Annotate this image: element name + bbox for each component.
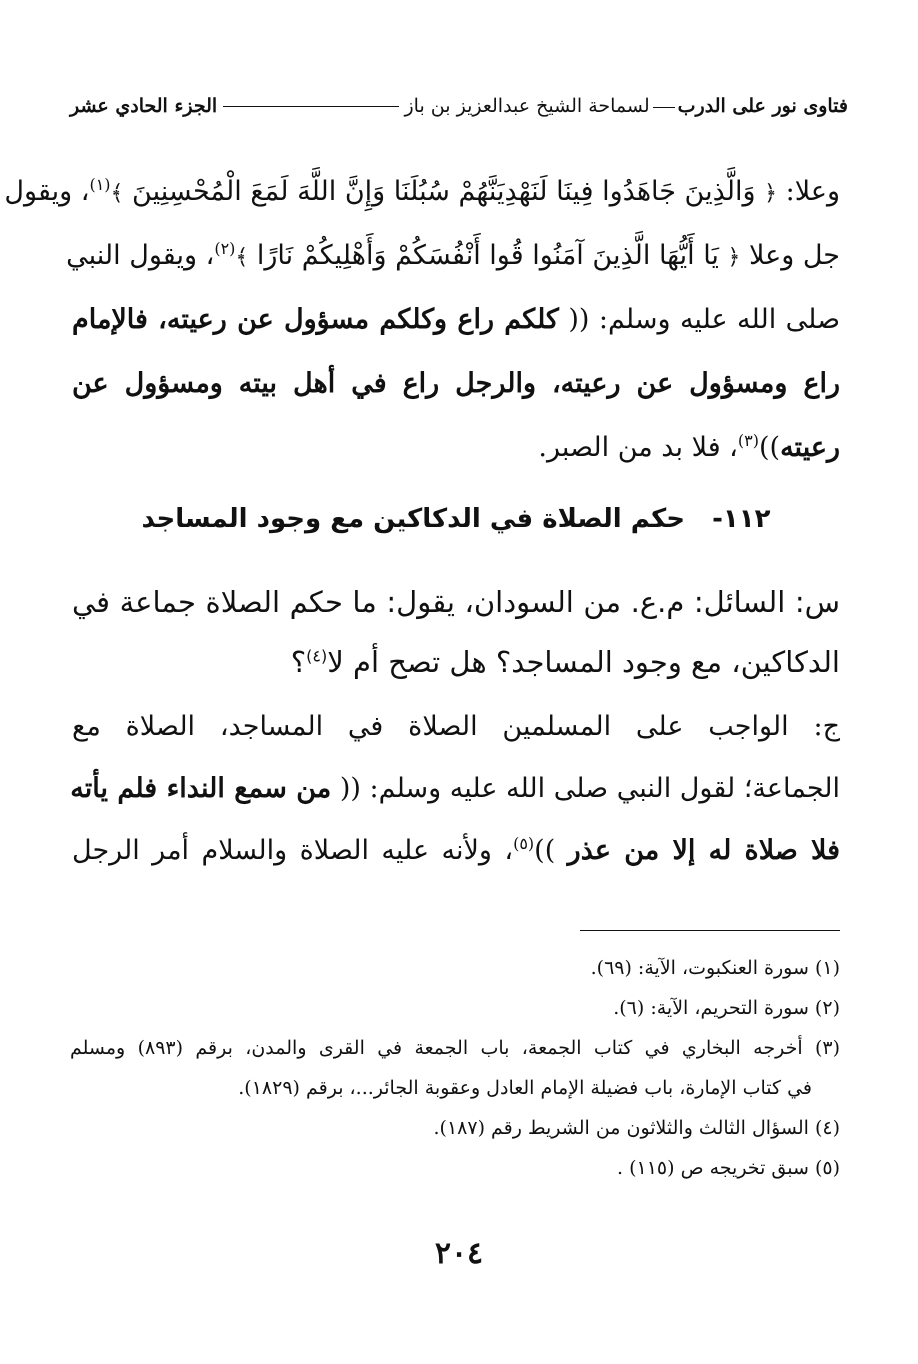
header-volume: الجزء الحادي عشر [70,95,218,117]
body-text: صلى الله عليه وسلم: (( [558,304,840,335]
answer-text: ، ولأنه عليه الصلاة والسلام أمر الرجل [72,835,514,866]
header-rule [223,106,398,107]
body-paragraph [4,160,840,480]
header-author: لسماحة الشيخ عبدالعزيز بن باز [404,95,650,117]
body-text: )) [759,432,781,463]
footnote-ref: (٥) [513,834,535,853]
question-mark: ؟ [290,645,307,679]
body-line-3 [72,288,840,352]
body-text: ، ويقول النبي [66,240,215,271]
answer-text: الجماعة؛ لقول النبي صلى الله عليه وسلم: (( [331,773,840,804]
section-number: ١١٢- [712,504,771,534]
hadith-text: كلكم راع وكلكم مسؤول عن رعيته، فالإمام [72,304,559,335]
body-text: ، فلا بد من الصبر. [538,432,738,463]
body-line-1 [4,160,840,224]
answer-text: )) [534,835,568,866]
footnotes [70,948,840,1188]
question-block [72,572,840,692]
header-left [405,95,849,117]
answer-line-1: ج: الواجب على المسلمين الصلاة في المساجد، الصلاة مع [72,711,840,742]
running-header [70,88,848,124]
footnote-2: (٢) سورة التحريم، الآية: (٦). [613,997,840,1019]
hadith-text: فلا صلاة له إلا من عذر [567,835,841,866]
footnote-3: (٣) أخرجه البخاري في كتاب الجمعة، باب الجمعة في القرى والمدن، برقم (٨٩٣) ومسلم [70,1037,841,1059]
quran-verse: يَا أَيُّهَا الَّذِينَ آمَنُوا قُوا أَنْفُسَكُمْ وَأَهْلِيكُمْ نَارًا [256,240,719,271]
quran-bracket-close: ﴾ [235,245,249,270]
header-book-title: فتاوى نور على الدرب [677,95,848,117]
answer-block [72,696,840,882]
hadith-text: من سمع النداء فلم يأته [70,773,332,804]
body-text: ، ويقول [4,176,90,207]
footnote-ref: (٤) [306,646,328,666]
quran-bracket-close: ﴾ [110,181,124,206]
body-text: جل وعلا [740,240,840,271]
quran-verse: وَالَّذِينَ جَاهَدُوا فِينَا لَنَهْدِيَنَّهُمْ سُبُلَنَا وَإِنَّ اللَّهَ لَمَعَ الْمُحْسِنِينَ [132,176,756,207]
footnote-3-continued: في كتاب الإمارة، باب فضيلة الإمام العادل وعقوبة الجائر...، برقم (١٨٢٩). [238,1077,812,1099]
footnote-5: (٥) سبق تخريجه ص (١١٥) . [617,1157,840,1179]
question-line-2 [72,632,840,692]
hadith-text: رعيته [780,432,840,463]
footnote-ref: (٢) [214,239,236,258]
body-line-2 [66,224,840,288]
quran-bracket-open: ﴿ [727,245,741,270]
body-line-5 [72,416,840,480]
footnote-ref: (١) [89,175,111,194]
quran-bracket-open: ﴿ [764,181,778,206]
answer-line-3 [72,820,840,882]
footnote-ref: (٣) [737,431,759,450]
body-text: وعلا: [777,176,840,207]
question-line-1: س: السائل: م.ع. من السودان، يقول: ما حكم الصلاة جماعة في [72,585,840,619]
footnote-separator [580,930,840,931]
footnote-1: (١) سورة العنكبوت، الآية: (٦٩). [590,957,840,979]
header-dash [653,107,675,108]
body-line-4 [72,352,840,416]
page-number: ٢٠٤ [434,1236,484,1271]
section-heading [72,504,840,552]
question-text: الدكاكين، مع وجود المساجد؟ هل تصح أم لا [327,645,840,679]
section-title: حكم الصلاة في الدكاكين مع وجود المساجد [141,504,685,534]
footnote-4: (٤) السؤال الثالث والثلاثون من الشريط رقم (١٨٧). [433,1117,840,1139]
answer-line-2 [72,758,840,820]
hadith-text: راع ومسؤول عن رعيته، والرجل راع في أهل بيته ومسؤول عن [72,368,840,399]
